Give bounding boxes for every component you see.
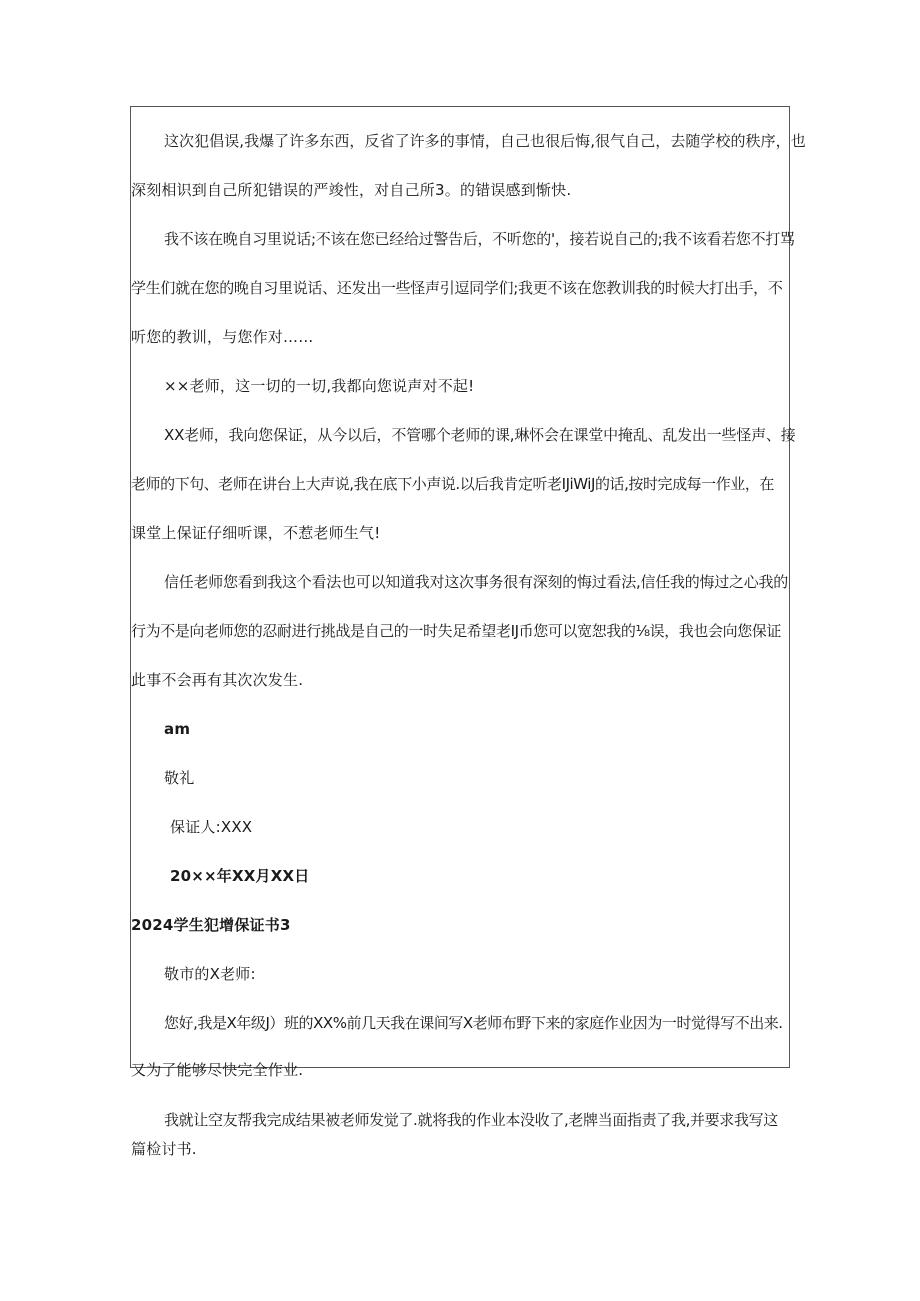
paragraph-7-line-2: 篇检讨书.: [131, 1140, 197, 1158]
paragraph-5-line-3: 此事不会再有其次次发生.: [131, 671, 304, 689]
paragraph-4-line-3: 课堂上保证仔细听课，不惹老师生气!: [131, 524, 381, 542]
paragraph-5-line-1: 信任老师您看到我这个看法也可以知道我对这次事务很有深刻的悔过看法,信任我的悔过之心我的: [164, 573, 789, 591]
paragraph-1-line-2: 深刻相识到自己所犯错误的严竣性，对自己所3。的错误感到惭快.: [131, 181, 572, 199]
paragraph-4-line-2: 老师的下句、老师在讲台上大声说,我在底下小声说.以后我肯定听老IJiWiJ的话,按时完成每一作业，在: [131, 475, 774, 493]
paragraph-6-line-1: 您好,我是X年级J）班的XX%前几天我在课间写X老师布野下来的家庭作业因为一时觉得写不出来.: [164, 1014, 783, 1032]
section-heading: 2024学生犯增保证书3: [131, 916, 291, 934]
paragraph-3: ××老师，这一切的一切,我都向您说声对不起!: [164, 377, 475, 395]
letter-date: 20××年XX月XX日: [170, 867, 310, 885]
paragraph-5-line-2: 行为不是向老师您的忍耐进行挑战是自己的一时失足希望老IJ币您可以宽恕我的⅛误，我也会向您保证: [131, 622, 781, 640]
paragraph-1-line-1: 这次犯倡误,我爆了许多东西，反省了许多的事情，自己也很后悔,很气自己，去随学校的秩序，也: [164, 132, 806, 150]
paragraph-2-line-3: 听您的教训，与您作对……: [131, 328, 314, 346]
paragraph-7-line-1: 我就让空友帮我完成结果被老师发觉了.就将我的作业本没收了,老牌当面指责了我,并要求我写这: [164, 1111, 778, 1129]
paragraph-6-line-2: 又为了能够尽快完全作业.: [131, 1061, 304, 1079]
paragraph-2-line-1: 我不该在晚自习里说话;不该在您已经给过警告后，不听您的'，接若说自己的;我不该看若您不打骂: [164, 230, 795, 248]
paragraph-2-line-2: 学生们就在您的晚自习里说话、还发出一些怪声引逗同学们;我更不该在您教训我的时候大打出手，不: [131, 279, 783, 297]
closing-regards: 敬礼: [164, 769, 195, 787]
guarantor-signature: 保证人:XXX: [170, 818, 253, 836]
closing-am: am: [164, 720, 191, 738]
paragraph-4-line-1: XX老师，我向您保证，从今以后，不管哪个老师的课,琳怀会在课堂中掩乱、乱发出一些怪声、接: [164, 426, 796, 444]
salutation: 敬市的X老师:: [164, 965, 256, 983]
